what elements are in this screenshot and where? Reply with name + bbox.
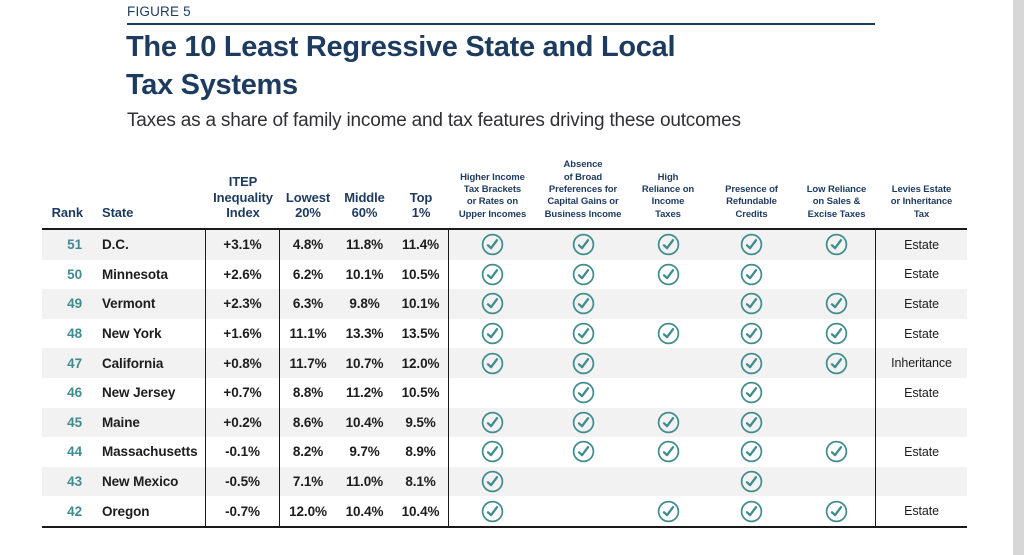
- estate-cell: Estate: [904, 267, 939, 282]
- check-icon: [572, 233, 595, 256]
- estate-cell: [876, 408, 967, 438]
- col-header-feature_refundable_credits: Presence of Refundable Credits: [725, 183, 778, 220]
- feature-check-cell: [797, 496, 876, 526]
- itep_index-cell: -0.7%: [206, 496, 280, 526]
- itep_index-cell: +2.3%: [206, 289, 280, 319]
- check-icon: [657, 411, 680, 434]
- table-row: [42, 408, 967, 438]
- top_1-cell: 10.5%: [393, 260, 449, 290]
- estate-cell: Estate: [904, 326, 939, 341]
- feature-check-cell: [449, 496, 536, 526]
- rank-cell: 49: [67, 296, 82, 312]
- rank-cell: 51: [67, 237, 82, 253]
- check-icon: [825, 233, 848, 256]
- top_1-cell: 11.4%: [393, 230, 449, 260]
- check-icon: [825, 500, 848, 523]
- estate-cell: Estate: [904, 444, 939, 459]
- feature-check-cell: [449, 378, 536, 408]
- check-icon: [657, 322, 680, 345]
- check-icon: [481, 322, 504, 345]
- col-header-middle_60: Middle 60%: [344, 189, 385, 221]
- rank-cell: 47: [67, 355, 82, 371]
- feature-check-cell: [536, 289, 630, 319]
- check-icon: [825, 440, 848, 463]
- feature-check-cell: [536, 319, 630, 349]
- state-cell: Vermont: [90, 289, 206, 319]
- col-header-state: State: [102, 205, 134, 221]
- table-row: [42, 289, 967, 319]
- state-cell: New Mexico: [90, 467, 206, 497]
- feature-check-cell: [706, 230, 797, 260]
- table-row: [42, 467, 967, 497]
- feature-check-cell: [797, 230, 876, 260]
- check-icon: [657, 500, 680, 523]
- feature-check-cell: [536, 260, 630, 290]
- table-row: [42, 319, 967, 349]
- check-icon: [657, 440, 680, 463]
- check-icon: [740, 381, 763, 404]
- check-icon: [572, 381, 595, 404]
- top_1-cell: 10.1%: [393, 289, 449, 319]
- check-icon: [572, 292, 595, 315]
- top_1-cell: 9.5%: [393, 408, 449, 438]
- feature-check-cell: [797, 378, 876, 408]
- middle_60-cell: 10.4%: [345, 503, 384, 519]
- state-cell: Oregon: [90, 496, 206, 526]
- feature-check-cell: [449, 319, 536, 349]
- lowest_20-cell: 8.2%: [292, 444, 324, 460]
- col-header-top_1: Top 1%: [409, 189, 433, 221]
- check-icon: [572, 411, 595, 434]
- itep_index-cell: +0.8%: [206, 348, 280, 378]
- state-cell: New York: [90, 319, 206, 349]
- estate-cell: Estate: [904, 237, 939, 252]
- rank-cell: 48: [67, 326, 82, 342]
- feature-check-cell: [449, 408, 536, 438]
- feature-check-cell: [449, 230, 536, 260]
- feature-check-cell: [630, 408, 706, 438]
- lowest_20-cell: 6.2%: [292, 266, 324, 282]
- feature-check-cell: [706, 289, 797, 319]
- feature-check-cell: [797, 289, 876, 319]
- itep_index-cell: +0.7%: [206, 378, 280, 408]
- check-icon: [740, 411, 763, 434]
- feature-check-cell: [449, 348, 536, 378]
- rank-cell: 43: [67, 474, 82, 490]
- feature-check-cell: [449, 289, 536, 319]
- check-icon: [481, 233, 504, 256]
- check-icon: [740, 233, 763, 256]
- check-icon: [740, 263, 763, 286]
- check-icon: [572, 322, 595, 345]
- middle_60-cell: 10.7%: [345, 355, 384, 371]
- feature-check-cell: [630, 437, 706, 467]
- rank-cell: 44: [67, 444, 82, 460]
- feature-check-cell: [630, 467, 706, 497]
- itep_index-cell: +3.1%: [206, 230, 280, 260]
- lowest_20-cell: 8.6%: [292, 414, 324, 430]
- feature-check-cell: [449, 467, 536, 497]
- feature-check-cell: [630, 496, 706, 526]
- check-icon: [572, 440, 595, 463]
- col-header-rank: Rank: [51, 205, 83, 221]
- state-cell: Massachusetts: [90, 437, 206, 467]
- itep_index-cell: +0.2%: [206, 408, 280, 438]
- middle_60-cell: 10.1%: [345, 266, 384, 282]
- feature-check-cell: [536, 467, 630, 497]
- rank-cell: 45: [67, 414, 82, 430]
- estate-cell: Inheritance: [891, 356, 952, 371]
- feature-check-cell: [797, 319, 876, 349]
- feature-check-cell: [706, 319, 797, 349]
- state-cell: California: [90, 348, 206, 378]
- lowest_20-cell: 11.7%: [289, 355, 327, 371]
- figure-title: The 10 Least Regressive State and Local Tax Systems: [126, 31, 676, 101]
- page-edge-band: [1013, 0, 1024, 555]
- table-body: [42, 228, 967, 528]
- col-header-feature_higher_income_brackets: Higher Income Tax Brackets or Rates on Upper Incomes: [458, 171, 527, 220]
- feature-check-cell: [706, 408, 797, 438]
- col-header-feature_low_reliance_sales_excise: Low Reliance on Sales & Excise Taxes: [806, 183, 867, 220]
- check-icon: [657, 233, 680, 256]
- check-icon: [481, 352, 504, 375]
- estate-cell: Estate: [904, 296, 939, 311]
- middle_60-cell: 11.2%: [345, 385, 384, 401]
- feature-check-cell: [706, 496, 797, 526]
- check-icon: [572, 352, 595, 375]
- middle_60-cell: 13.3%: [345, 326, 384, 342]
- table-row: [42, 437, 967, 467]
- col-header-feature_high_reliance_income_taxes: High Reliance on Income Taxes: [641, 171, 695, 220]
- feature-check-cell: [536, 230, 630, 260]
- feature-check-cell: [797, 348, 876, 378]
- feature-check-cell: [536, 437, 630, 467]
- check-icon: [657, 263, 680, 286]
- feature-check-cell: [630, 319, 706, 349]
- lowest_20-cell: 11.1%: [289, 326, 327, 342]
- feature-check-cell: [797, 260, 876, 290]
- feature-check-cell: [797, 437, 876, 467]
- feature-check-cell: [536, 348, 630, 378]
- feature-check-cell: [536, 378, 630, 408]
- check-icon: [481, 440, 504, 463]
- check-icon: [825, 352, 848, 375]
- lowest_20-cell: 4.8%: [292, 237, 324, 253]
- itep_index-cell: +1.6%: [206, 319, 280, 349]
- top_1-cell: 10.5%: [393, 378, 449, 408]
- check-icon: [572, 263, 595, 286]
- feature-check-cell: [630, 260, 706, 290]
- check-icon: [825, 292, 848, 315]
- check-icon: [740, 500, 763, 523]
- feature-check-cell: [706, 348, 797, 378]
- state-cell: New Jersey: [90, 378, 206, 408]
- state-cell: Maine: [90, 408, 206, 438]
- feature-check-cell: [630, 378, 706, 408]
- table-header-row: [42, 148, 967, 228]
- estate-cell: Estate: [904, 385, 939, 400]
- data-table: [42, 148, 967, 528]
- feature-check-cell: [706, 260, 797, 290]
- itep_index-cell: +2.6%: [206, 260, 280, 290]
- state-cell: Minnesota: [90, 260, 206, 290]
- middle_60-cell: 10.4%: [345, 414, 384, 430]
- itep_index-cell: -0.1%: [206, 437, 280, 467]
- itep_index-cell: -0.5%: [206, 467, 280, 497]
- figure-rule: [127, 23, 875, 25]
- check-icon: [481, 411, 504, 434]
- estate-cell: Estate: [904, 504, 939, 519]
- table-row: [42, 496, 967, 526]
- col-header-lowest_20: Lowest 20%: [285, 189, 331, 221]
- middle_60-cell: 9.8%: [349, 296, 380, 312]
- col-header-feature_absence_broad_preferences: Absence of Broad Preferences for Capital Gains or Business Income: [544, 159, 622, 220]
- feature-check-cell: [706, 378, 797, 408]
- feature-check-cell: [706, 437, 797, 467]
- middle_60-cell: 9.7%: [349, 444, 380, 460]
- rank-cell: 50: [67, 266, 82, 282]
- table-row: [42, 378, 967, 408]
- feature-check-cell: [449, 437, 536, 467]
- rank-cell: 46: [67, 385, 82, 401]
- top_1-cell: 8.9%: [393, 437, 449, 467]
- table-row: [42, 348, 967, 378]
- check-icon: [740, 470, 763, 493]
- col-header-estate: Levies Estate or Inheritance Tax: [890, 183, 953, 220]
- feature-check-cell: [797, 408, 876, 438]
- lowest_20-cell: 8.8%: [292, 385, 324, 401]
- middle_60-cell: 11.8%: [345, 237, 384, 253]
- top_1-cell: 10.4%: [393, 496, 449, 526]
- feature-check-cell: [797, 467, 876, 497]
- check-icon: [481, 263, 504, 286]
- figure-subtitle: Taxes as a share of family income and tax features driving these outcomes: [127, 110, 741, 131]
- check-icon: [740, 352, 763, 375]
- check-icon: [740, 440, 763, 463]
- feature-check-cell: [630, 348, 706, 378]
- feature-check-cell: [536, 408, 630, 438]
- check-icon: [740, 292, 763, 315]
- check-icon: [481, 292, 504, 315]
- lowest_20-cell: 12.0%: [289, 503, 327, 519]
- feature-check-cell: [706, 467, 797, 497]
- figure-label: FIGURE 5: [127, 4, 191, 19]
- feature-check-cell: [449, 260, 536, 290]
- state-cell: D.C.: [90, 230, 206, 260]
- check-icon: [481, 500, 504, 523]
- feature-check-cell: [630, 230, 706, 260]
- col-header-itep_index: ITEP Inequality Index: [213, 174, 273, 221]
- top_1-cell: 8.1%: [393, 467, 449, 497]
- check-icon: [740, 322, 763, 345]
- check-icon: [825, 322, 848, 345]
- top_1-cell: 12.0%: [393, 348, 449, 378]
- feature-check-cell: [536, 496, 630, 526]
- table-row: [42, 260, 967, 290]
- estate-cell: [876, 467, 967, 497]
- top_1-cell: 13.5%: [393, 319, 449, 349]
- feature-check-cell: [630, 289, 706, 319]
- rank-cell: 42: [67, 503, 82, 519]
- table-row: [42, 230, 967, 260]
- lowest_20-cell: 7.1%: [292, 474, 324, 490]
- check-icon: [481, 470, 504, 493]
- middle_60-cell: 11.0%: [345, 474, 384, 490]
- lowest_20-cell: 6.3%: [292, 296, 324, 312]
